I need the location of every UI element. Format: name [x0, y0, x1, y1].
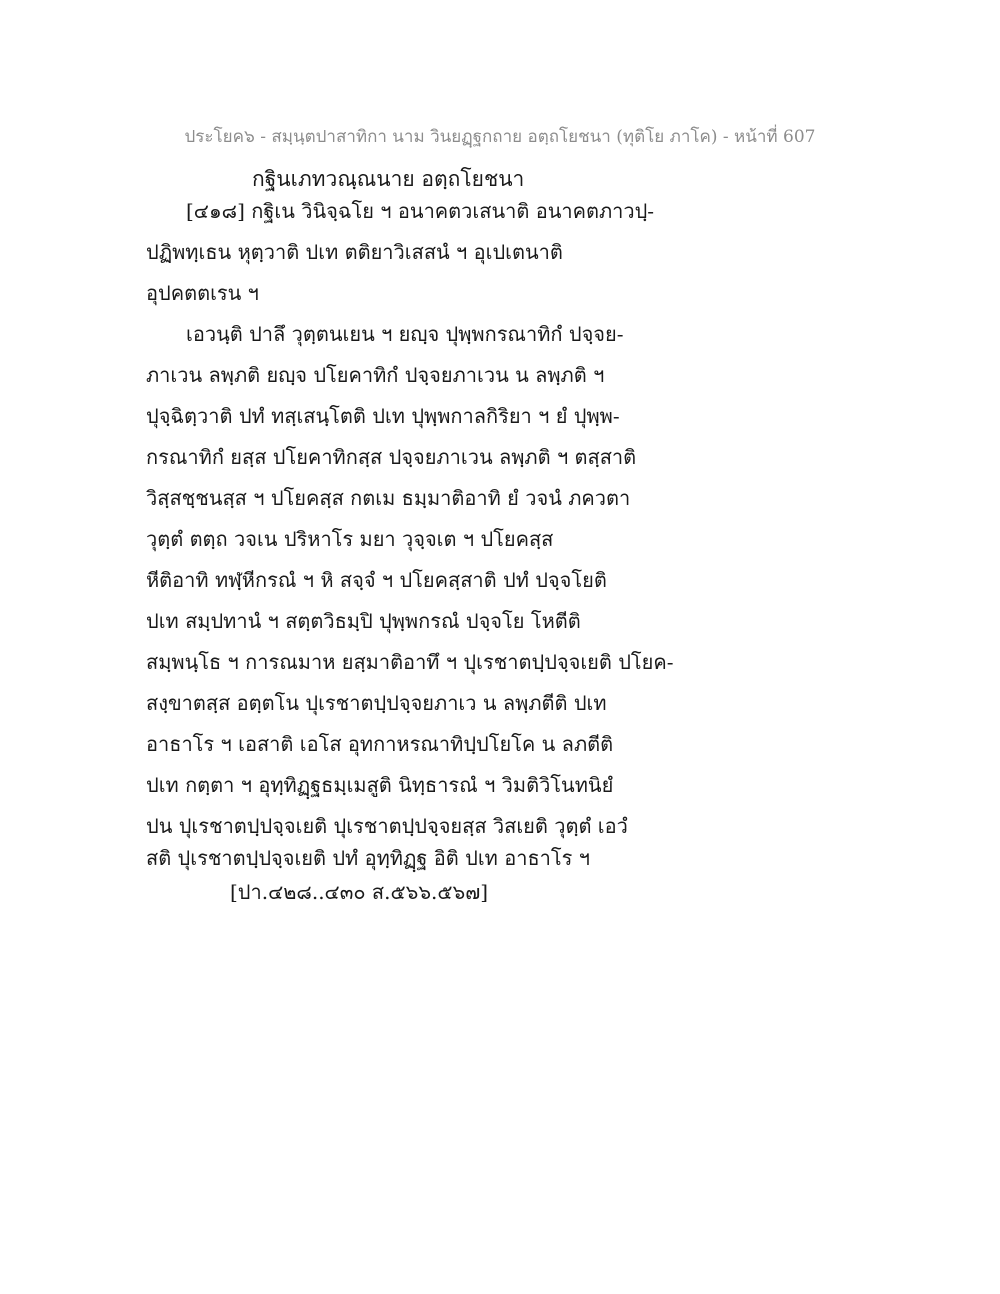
body-line: สติ ปุเรชาตปฺปจฺจเยติ ปทํ อุทฺทิฏฺฐ อิติ ปเท อาธาโร ฯ [146, 846, 590, 870]
body-line: สมฺพนฺโธ ฯ การณมาห ยสฺมาติอาทึ ฯ ปุเรชาตปฺปจฺจเยติ ปโยค- [146, 650, 674, 674]
body-line: อาธาโร ฯ เอสาติ เอโส อุทกาหรณาทิปฺปโยโค น ลภตีติ [146, 732, 614, 756]
running-header [0, 123, 1000, 150]
body-line: ปุจฺฉิตฺวาติ ปทํ ทสฺเสนฺโตติ ปเท ปุพฺพกาลกิริยา ฯ ยํ ปุพฺพ- [146, 404, 620, 428]
source-reference: [ปา.๔๒๘..๔๓๐ ส.๕๖๖.๕๖๗] [230, 880, 489, 904]
body-line: ปเท กตฺตา ฯ อุทฺทิฏฺฐธมฺเมสูติ นิทฺธารณํ ฯ วิมติวิโนทนิยํ [146, 773, 614, 797]
body-line: ภาเวน ลพฺภติ ยญฺจ ปโยคาทิกํ ปจฺจยภาเวน น ลพฺภติ ฯ [146, 363, 605, 387]
body-line: ปฏิพทฺเธน หุตฺวาติ ปเท ตติยาวิเสสนํ ฯ อุเปเตนาติ [146, 240, 563, 264]
body-line: วิสฺสชฺชนสฺส ฯ ปโยคสฺส กตเม ธมฺมาติอาทิ ยํ วจนํ ภควตา [146, 486, 631, 510]
body-line: เอวนฺติ ปาลึ วุตฺตนเยน ฯ ยญฺจ ปุพฺพกรณาทิกํ ปจฺจย- [186, 322, 624, 346]
body-line: หีติอาทิ ทฬฺหีกรณํ ฯ หิ สจฺจํ ฯ ปโยคสฺสาติ ปทํ ปจฺจโยติ [146, 568, 607, 592]
body-line: กรณาทิกํ ยสฺส ปโยคาทิกสฺส ปจฺจยภาเวน ลพฺภติ ฯ ตสฺสาติ [146, 445, 637, 469]
body-line: วุตฺตํ ตตฺถ วจเน ปริหาโร มยา วุจฺจเต ฯ ปโยคสฺส [146, 527, 554, 551]
body-line: สงฺขาตสฺส อตฺตโน ปุเรชาตปฺปจฺจยภาเว น ลพฺภตีติ ปเท [146, 691, 607, 715]
body-line: ปน ปุเรชาตปฺปจฺจเยติ ปุเรชาตปฺปจฺจยสฺส วิสเยติ วุตฺตํ เอวํ [146, 814, 628, 838]
body-line: [๔๑๘] กฐิเน วินิจฺฉโย ฯ อนาคตวเสนาติ อนาคตภาวปฺ- [186, 199, 655, 223]
running-header-text: ประโยค๖ - สมฺนฺตปาสาทิกา นาม วินยฏฺฐกถาย อตฺถโยชนา (ทุติโย ภาโค) - หน้าที่ 607 [184, 127, 816, 147]
section-title: กฐินเภทวณฺณนาย อตฺถโยชนา [252, 167, 525, 191]
body-line: อุปคตตเรน ฯ [146, 281, 259, 305]
body-line: ปเท สมฺปทานํ ฯ สตฺตวิธมฺปิ ปุพฺพกรณํ ปจฺจโย โหตีติ [146, 609, 581, 633]
